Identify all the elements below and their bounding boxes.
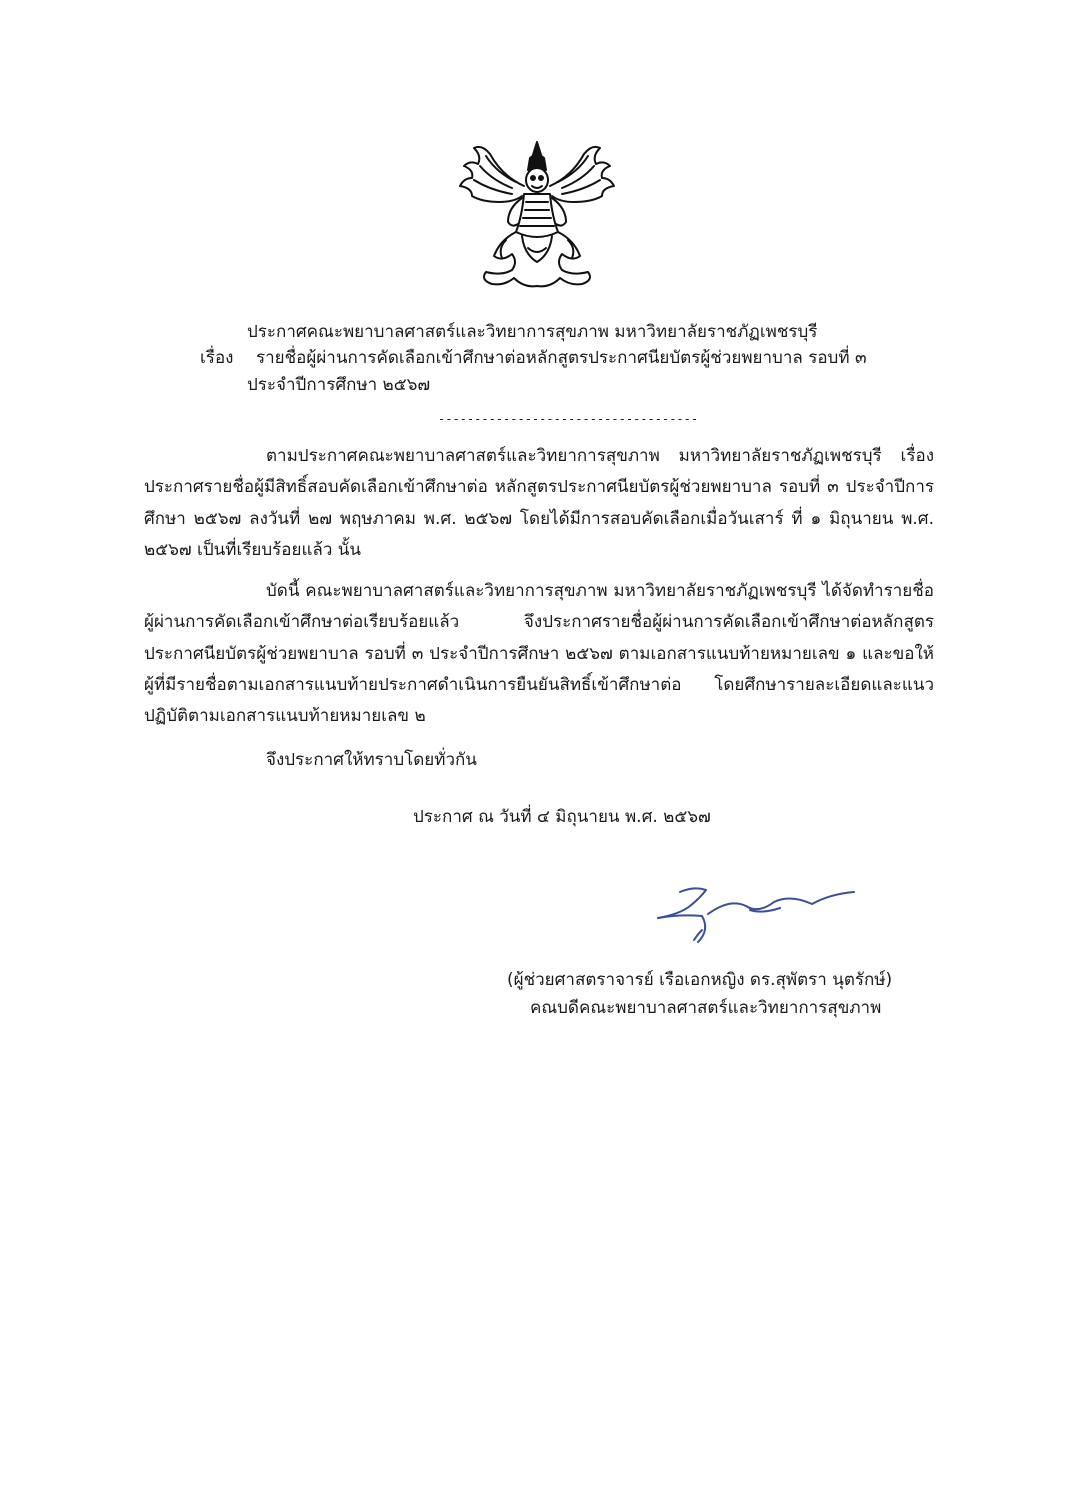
subject-label: เรื่อง — [200, 348, 234, 368]
subject-line-1: รายชื่อผู้ผ่านการคัดเลือกเข้าศึกษาต่อหลักสูตรประกาศนียบัตรผู้ช่วยพยาบาล รอบที่ ๓ — [256, 348, 867, 368]
separator-line: ------------------------------------ — [438, 412, 699, 426]
paragraph-2-text: บัดนี้ คณะพยาบาลศาสตร์และวิทยาการสุขภาพ มหาวิทยาลัยราชภัฏเพชรบุรี ได้จัดทำรายชื่อผู้ผ่านการคัดเลือกเข้าศึกษาต่อเรียบร้อยแล้ว จึงประกาศรายชื่อผู้ผ่านการคัดเลือกเข้าศึกษาต่อหลักสูตรประกาศนียบัตรผู้ช่วยพยาบาล รอบที่ ๓ ประจำปีการศึกษา ๒๕๖๗ ตามเอกสารแนบท้ายหมายเลข ๑ และขอให้ผู้ที่มีรายชื่อตามเอกสารแนบท้ายประกาศดำเนินการยืนยันสิทธิ์เข้าศึกษาต่อ โดยศึกษารายละเอียดและแนวปฏิบัติตามเอกสารแนบท้ายหมายเลข ๒ — [144, 581, 934, 727]
paragraph-1 — [144, 441, 934, 566]
signatory-position: คณบดีคณะพยาบาลศาสตร์และวิทยาการสุขภาพ — [530, 998, 882, 1018]
paragraph-1-text: ตามประกาศคณะพยาบาลศาสตร์และวิทยาการสุขภาพ มหาวิทยาลัยราชภัฏเพชรบุรี เรื่อง ประกาศรายชื่อผู้มีสิทธิ์สอบคัดเลือกเข้าศึกษาต่อ หลักสูตรประกาศนียบัตรผู้ช่วยพยาบาล รอบที่ ๓ ประจำปีการศึกษา ๒๕๖๗ ลงวันที่ ๒๗ พฤษภาคม พ.ศ. ๒๕๖๗ โดยได้มีการสอบคัดเลือกเมื่อวันเสาร์ ที่ ๑ มิถุนายน พ.ศ. ๒๕๖๗ เป็นที่เรียบร้อยแล้ว นั้น — [144, 446, 934, 560]
signatory-name: (ผู้ช่วยศาสตราจารย์ เรือเอกหญิง ดร.สุพัตรา นุตรักษ์) — [507, 970, 893, 990]
subject-line-2: ประจำปีการศึกษา ๒๕๖๗ — [247, 375, 431, 395]
closing-text: จึงประกาศให้ทราบโดยทั่วกัน — [266, 750, 477, 770]
paragraph-2 — [144, 576, 934, 732]
handwritten-signature — [650, 880, 860, 950]
announcement-date: ประกาศ ณ วันที่ ๔ มิถุนายน พ.ศ. ๒๕๖๗ — [413, 807, 711, 827]
announcement-title: ประกาศคณะพยาบาลศาสตร์และวิทยาการสุขภาพ มหาวิทยาลัยราชภัฏเพชรบุรี — [247, 322, 818, 342]
garuda-emblem-icon — [452, 136, 622, 296]
